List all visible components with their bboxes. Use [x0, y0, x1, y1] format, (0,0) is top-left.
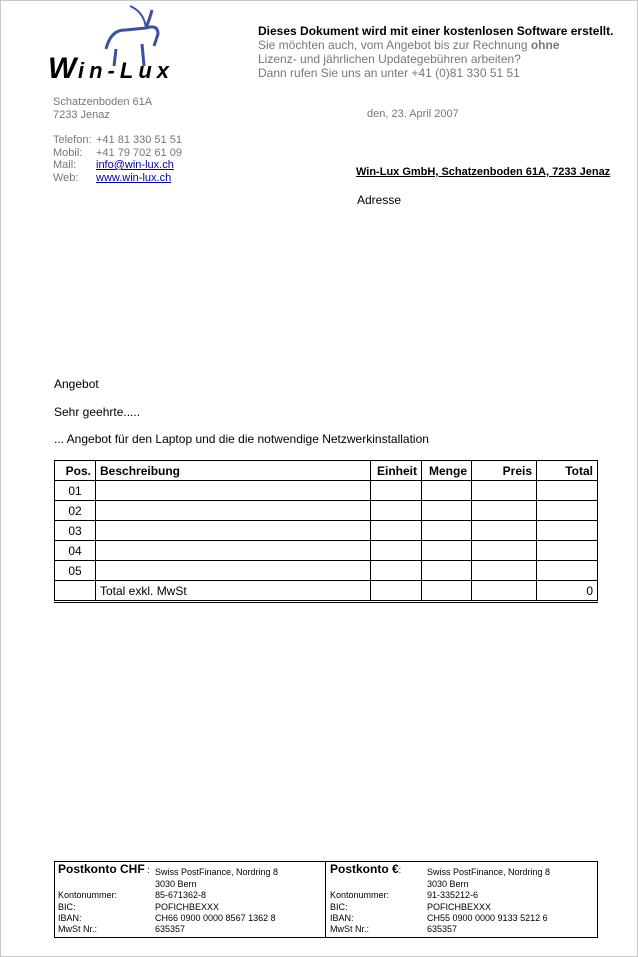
iban: CH66 0900 0000 8567 1362 8 [155, 913, 276, 923]
ad-line: Lizenz- und jährlichen Updategebühren arbeiten? [258, 52, 521, 66]
bank-title: Postkonto € [330, 862, 399, 876]
iban-label: IBAN: [330, 913, 354, 923]
bic-label: BIC: [58, 901, 76, 912]
return-address: Win-Lux GmbH, Schatzenboden 61A, 7233 Jenaz [356, 166, 611, 178]
bank-name: Swiss PostFinance, Nordring 8 [155, 867, 279, 877]
bank-footer [54, 861, 598, 938]
pos: 05 [55, 561, 96, 581]
separator: : [398, 865, 402, 875]
table-row [55, 521, 598, 541]
sender-contacts [53, 134, 182, 184]
svg-text:in-Lux: in-Lux [78, 58, 174, 82]
mail-link[interactable]: info@win-lux.ch [96, 159, 174, 171]
software-ad [258, 24, 613, 80]
offer-table [54, 460, 598, 603]
col-description: Beschreibung [96, 461, 371, 481]
pos: 04 [55, 541, 96, 561]
sender-address [53, 96, 152, 121]
recipient-address: Adresse [357, 193, 402, 207]
vat-label: MwSt Nr.: [58, 924, 98, 934]
iban-label: IBAN: [58, 913, 82, 923]
table-row [55, 561, 598, 581]
pos: 03 [55, 521, 96, 541]
table-row [55, 541, 598, 561]
ad-emphasis: ohne [530, 38, 560, 52]
bank-city: 3030 Bern [155, 878, 197, 889]
bank-title: Postkonto CHF [58, 862, 145, 876]
col-quantity: Menge [422, 461, 472, 481]
table-row [55, 481, 598, 501]
bank-eur [327, 862, 597, 937]
bank-city: 3030 Bern [427, 878, 469, 889]
mobile-label: Mobil: [53, 146, 83, 159]
web-link[interactable]: www.win-lux.ch [96, 171, 172, 184]
table-header [55, 461, 598, 481]
sender-city: 7233 Jenaz [53, 108, 110, 121]
ad-phone: Dann rufen Sie uns an unter +41 (0)81 330 51 51 [258, 66, 520, 80]
phone: +41 81 330 51 51 [96, 134, 182, 146]
sender-street: Schatzenboden 61A [53, 96, 153, 108]
col-price: Preis [472, 461, 537, 481]
vat-number: 635357 [155, 924, 186, 934]
bic-label: BIC: [330, 901, 348, 912]
total-row [55, 581, 598, 602]
separator: : [144, 865, 150, 875]
salutation: Sehr geehrte..... [54, 405, 141, 419]
pos: 02 [55, 501, 96, 521]
account-label: Kontonummer: [58, 890, 118, 900]
col-pos: Pos. [55, 461, 96, 481]
iban: CH55 0900 0000 9133 5212 6 [427, 913, 548, 923]
bank-chf [55, 862, 326, 937]
subject: Angebot [54, 377, 99, 391]
table-row [55, 501, 598, 521]
vat-label: MwSt Nr.: [330, 924, 370, 934]
account-number: 85-671362-8 [155, 890, 207, 900]
total-value: 0 [537, 581, 598, 602]
account-number: 91-335212-6 [427, 890, 479, 900]
win-lux-logo [46, 4, 198, 82]
intro-text: ... Angebot für den Laptop und die die notwendige Netzwerkinstallation [54, 432, 429, 446]
bank-name: Swiss PostFinance, Nordring 8 [427, 867, 551, 877]
mobile: +41 79 702 61 09 [96, 146, 182, 159]
web-label: Web: [53, 171, 79, 184]
date: den, 23. April 2007 [367, 108, 459, 120]
total-label: Total exkl. MwSt [96, 581, 371, 602]
account-label: Kontonummer: [330, 890, 390, 900]
col-total: Total [537, 461, 598, 481]
bic: POFICHBEXXX [155, 901, 220, 912]
col-unit: Einheit [371, 461, 422, 481]
svg-text:W: W [48, 52, 77, 82]
ad-line: Sie möchten auch, vom Angebot bis zur Rechnung [258, 38, 531, 52]
phone-label: Telefon: [53, 134, 92, 146]
vat-number: 635357 [427, 924, 458, 934]
bic: POFICHBEXXX [427, 901, 492, 912]
pos: 01 [55, 481, 96, 501]
mail-label: Mail: [53, 159, 77, 171]
ad-headline: Dieses Dokument wird mit einer kostenlosen Software erstellt. [258, 24, 614, 38]
ibex-icon [46, 4, 198, 82]
